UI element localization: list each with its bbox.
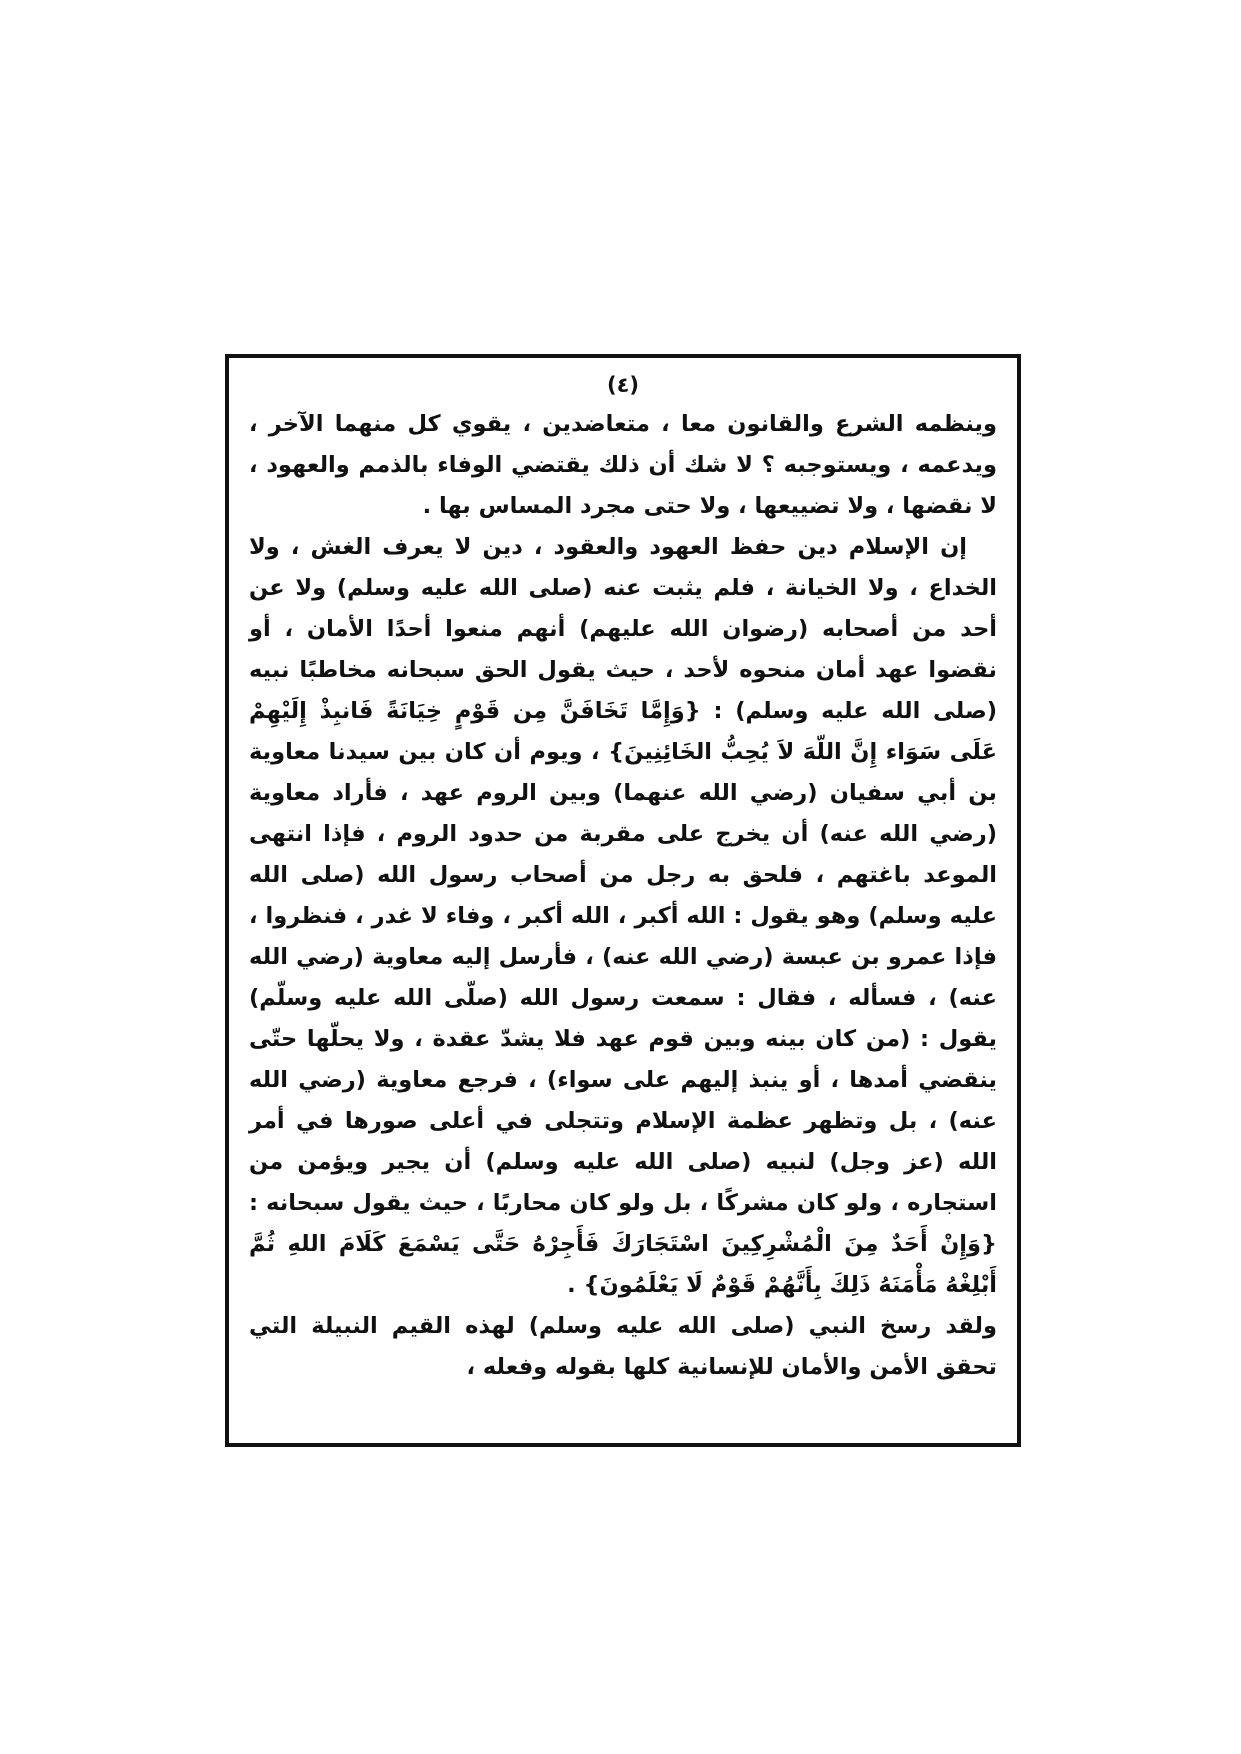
page-number: (٤) [606, 373, 640, 397]
page-frame [225, 354, 1021, 1447]
paragraph: إن الإسلام دين حفظ العهود والعقود ، دين لا يعرف الغش ، ولا الخداع ، ولا الخيانة ، فلم يثبت عنه (صلى الله عليه وسلم) ولا عن أحد من أصحابه (رضوان الله عليهم) أنهم منعوا أحدًا الأمان ، أو نقضوا عهد أمان منحوه لأحد ، حيث يقول الحق سبحانه مخاطبًا نبيه (صلى الله عليه وسلم) : {وَإِمَّا تَخَافَنَّ مِن قَوْمٍ خِيَانَةً فَانبِذْ إِلَيْهِمْ عَلَى سَوَاء إِنَّ اللّهَ لاَ يُحِبُّ الخَائِنِينَ} ، ويوم أن كان بين سيدنا معاوية بن أبي سفيان (رضي الله عنهما) وبين الروم عهد ، فأراد معاوية (رضي الله عنه) أن يخرج على مقربة من حدود الروم ، فإذا انتهى الموعد باغتهم ، فلحق به رجل من أصحاب رسول الله (صلى الله عليه وسلم) وهو يقول : الله أكبر ، الله أكبر ، وفاء لا غدر ، فنظروا ، فإذا عمرو بن عبسة (رضي الله عنه) ، فأرسل إليه معاوية (رضي الله عنه) ، فسأله ، فقال : سمعت رسول الله (صلّى الله عليه وسلّم) يقول : (من كان بينه وبين قوم عهد فلا يشدّ عقدة ، ولا يحلّها حتّى ينقضي أمدها ، أو ينبذ إليهم على سواء) ، فرجع معاوية (رضي الله عنه) ، بل وتظهر عظمة الإسلام وتتجلى في أعلى صورها في أمر الله (عز وجل) لنبيه (صلى الله عليه وسلم) أن يجير ويؤمن من استجاره ، ولو كان مشركًا ، بل ولو كان محاربًا ، حيث يقول سبحانه : {وَإِنْ أَحَدٌ مِنَ الْمُشْرِكِينَ اسْتَجَارَكَ فَأَجِرْهُ حَتَّى يَسْمَعَ كَلَامَ اللهِ ثُمَّ أَبْلِغْهُ مَأْمَنَهُ ذَلِكَ بِأَنَّهُمْ قَوْمٌ لَا يَعْلَمُونَ} . [249, 534, 997, 1298]
body-text [249, 404, 997, 1388]
paragraph: وينظمه الشرع والقانون معا ، متعاضدين ، يقوي كل منهما الآخر ، ويدعمه ، ويستوجبه ؟ لا شك أن ذلك يقتضي الوفاء بالذمم والعهود ، لا نقضها ، ولا تضييعها ، ولا حتى مجرد المساس بها . [249, 411, 997, 519]
paragraph: ولقد رسخ النبي (صلى الله عليه وسلم) لهذه القيم النبيلة التي تحقق الأمن والأمان للإنسانية كلها بقوله وفعله ، [249, 1313, 997, 1380]
